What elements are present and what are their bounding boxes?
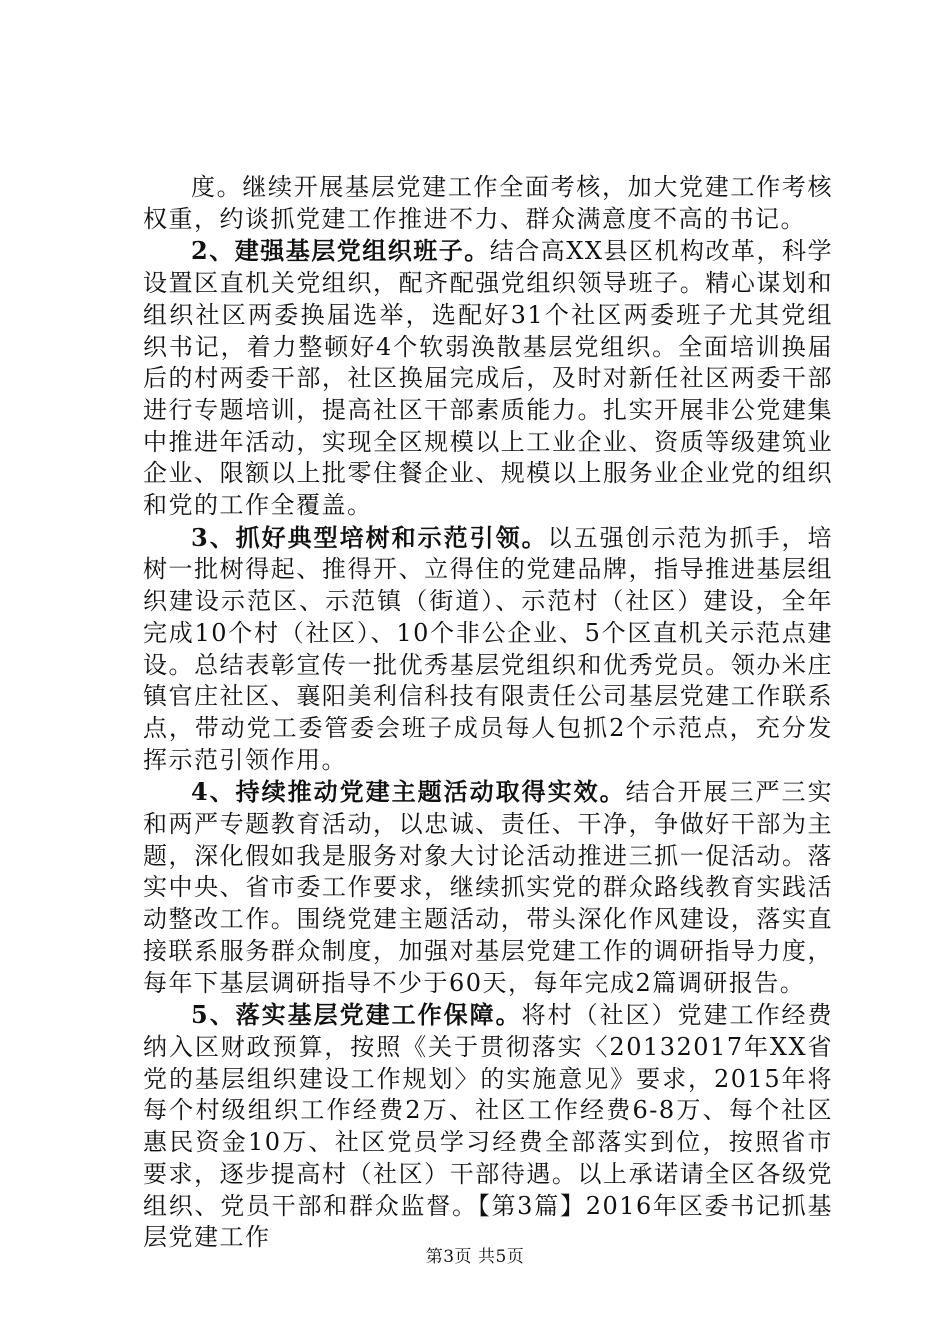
paragraph-4 bbox=[143, 776, 833, 999]
page-footer: 第3页 共5页 bbox=[425, 1247, 525, 1267]
paragraph-5 bbox=[143, 999, 833, 1254]
paragraph-heading: 2、建强基层党组织班子。 bbox=[191, 236, 490, 266]
paragraph-1 bbox=[143, 172, 833, 235]
paragraph-text: 度。继续开展基层党建工作全面考核，加大党建工作考核权重，约谈抓党建工作推进不力、群众满意度不高的书记。 bbox=[143, 173, 833, 233]
paragraph-heading: 4、持续推动党建主题活动取得实效。 bbox=[191, 777, 626, 807]
paragraph-heading: 3、抓好典型培树和示范引领。 bbox=[191, 522, 548, 552]
paragraph-heading: 5、落实基层党建工作保障。 bbox=[191, 1000, 522, 1030]
document-body bbox=[143, 172, 833, 1254]
paragraph-2 bbox=[143, 235, 833, 521]
paragraph-text: 结合高XX县区机构改革，科学设置区直机关党组织，配齐配强党组织领导班子。精心谋划和组织社区两委换届选举，选配好31个社区两委班子尤其党组织书记，着力整顿好4个软弱涣散基层党组织。全面培训换届后的村两委干部，社区换届完成后，及时对新任社区两委干部进行专题培训，提高社区干部素质能力。扎实开展非公党建集中推进年活动，实现全区规模以上工业企业、资质等级建筑业企业、限额以上批零住餐企业、规模以上服务业企业党的组织和党的工作全覆盖。 bbox=[143, 237, 833, 520]
paragraph-3 bbox=[143, 522, 833, 777]
paragraph-text: 结合开展三严三实和两严专题教育活动，以忠诚、责任、干净，争做好干部为主题，深化假如我是服务对象大讨论活动推进三抓一促活动。落实中央、省市委工作要求，继续抓实党的群众路线教育实践活动整改工作。围绕党建主题活动，带头深化作风建设，落实直接联系服务群众制度，加强对基层党建工作的调研指导力度，每年下基层调研指导不少于60天，每年完成2篇调研报告。 bbox=[143, 778, 834, 997]
paragraph-text: 将村（社区）党建工作经费纳入区财政预算，按照《关于贯彻落实〈20132017年XX省党的基层组织建设工作规划〉的实施意见》要求，2015年将每个村级组织工作经费2万、社区工作经费6-8万、每个社区惠民资金10万、社区党员学习经费全部落实到位，按照省市要求，逐步提高村（社区）干部待遇。以上承诺请全区各级党组织、党员干部和群众监督。【第3篇】2016年区委书记抓基层党建工作 bbox=[143, 1001, 833, 1252]
paragraph-text: 以五强创示范为抓手，培树一批树得起、推得开、立得住的党建品牌，指导推进基层组织建设示范区、示范镇（街道）、示范村（社区）建设，全年完成10个村（社区）、10个非公企业、5个区直机关示范点建设。总结表彰宣传一批优秀基层党组织和优秀党员。领办米庄镇官庄社区、襄阳美利信科技有限责任公司基层党建工作联系点，带动党工委管委会班子成员每人包抓2个示范点，充分发挥示范引领作用。 bbox=[143, 523, 834, 774]
